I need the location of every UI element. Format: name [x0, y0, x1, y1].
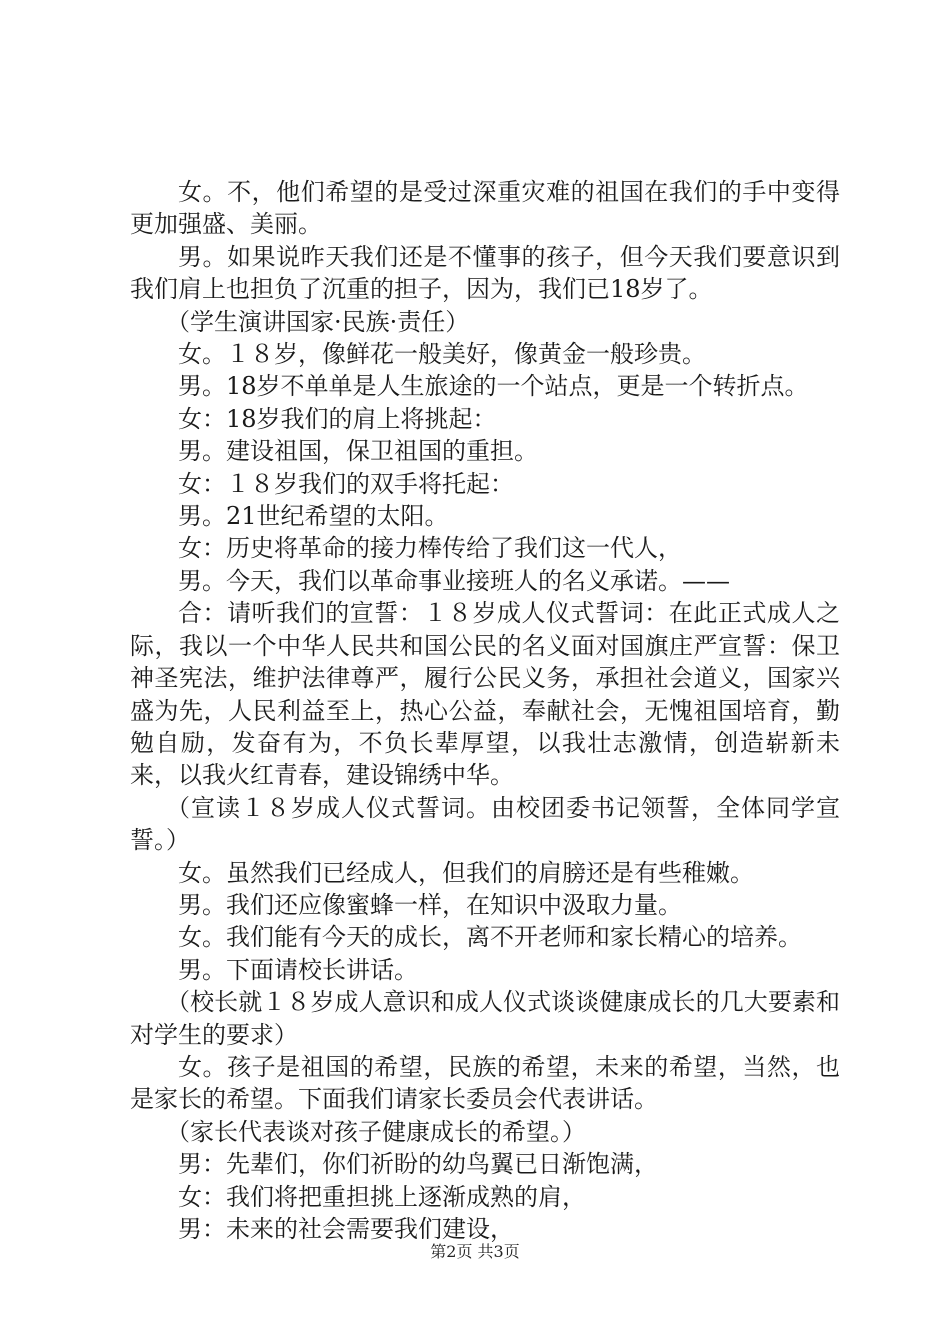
paragraph: 男。21世纪希望的太阳。	[178, 502, 449, 531]
paragraph: 男。我们还应像蜜蜂一样，在知识中汲取力量。	[178, 890, 682, 919]
paragraph: 男：先辈们，你们祈盼的幼鸟翼已日渐饱满，	[178, 1150, 658, 1179]
paragraph: 女。１８岁，像鲜花一般美好，像黄金一般珍贵。	[178, 340, 706, 369]
paragraph: 男。今天，我们以革命事业接班人的名义承诺。——	[178, 566, 730, 595]
paragraph: 男。18岁不单单是人生旅途的一个站点，更是一个转折点。	[178, 372, 809, 401]
oath-paragraph: 合：请听我们的宣誓：１８岁成人仪式誓词：在此正式成人之际，我以一个中华人民共和国公民的名义面对国旗庄严宣誓：保卫神圣宪法，维护法律尊严，履行公民义务，承担社会道义，国家兴盛为先，人民利益至上，热心公益，奉献社会，无愧祖国培育，勤勉自励，发奋有为，不负长辈厚望，以我壮志激情，创造崭新未来，以我火红青春，建设锦绣中华。	[130, 599, 840, 790]
stage-direction: （宣读１８岁成人仪式誓词。由校团委书记领誓，全体同学宣誓。）	[130, 793, 840, 855]
paragraph: 女：１８岁我们的双手将托起：	[178, 469, 514, 498]
paragraph: 男。如果说昨天我们还是不懂事的孩子，但今天我们要意识到我们肩上也担负了沉重的担子，因为，我们已18岁了。	[130, 242, 840, 304]
document-body	[130, 176, 840, 1245]
paragraph: 男。下面请校长讲话。	[178, 955, 418, 984]
page-number-footer: 第2页 共3页	[430, 1242, 520, 1261]
stage-direction: （校长就１８岁成人意识和成人仪式谈谈健康成长的几大要素和对学生的要求）	[130, 988, 840, 1049]
paragraph: 女。虽然我们已经成人，但我们的肩膀还是有些稚嫩。	[178, 858, 754, 887]
paragraph: 女：我们将把重担挑上逐渐成熟的肩，	[178, 1182, 586, 1211]
stage-direction: （家长代表谈对孩子健康成长的希望。）	[166, 1117, 586, 1146]
paragraph: 男。建设祖国，保卫祖国的重担。	[178, 437, 538, 466]
paragraph: 男：未来的社会需要我们建设，	[178, 1215, 514, 1243]
paragraph: 女：历史将革命的接力棒传给了我们这一代人，	[178, 534, 682, 563]
paragraph: 女。孩子是祖国的希望，民族的希望，未来的希望，当然，也是家长的希望。下面我们请家长委员会代表讲话。	[130, 1052, 840, 1114]
paragraph: 女：18岁我们的肩上将挑起：	[178, 404, 497, 433]
stage-direction: （学生演讲国家·民族·责任）	[166, 307, 470, 336]
paragraph: 女。我们能有今天的成长，离不开老师和家长精心的培养。	[178, 923, 802, 952]
paragraph: 女。不，他们希望的是受过深重灾难的祖国在我们的手中变得更加强盛、美丽。	[130, 178, 840, 239]
